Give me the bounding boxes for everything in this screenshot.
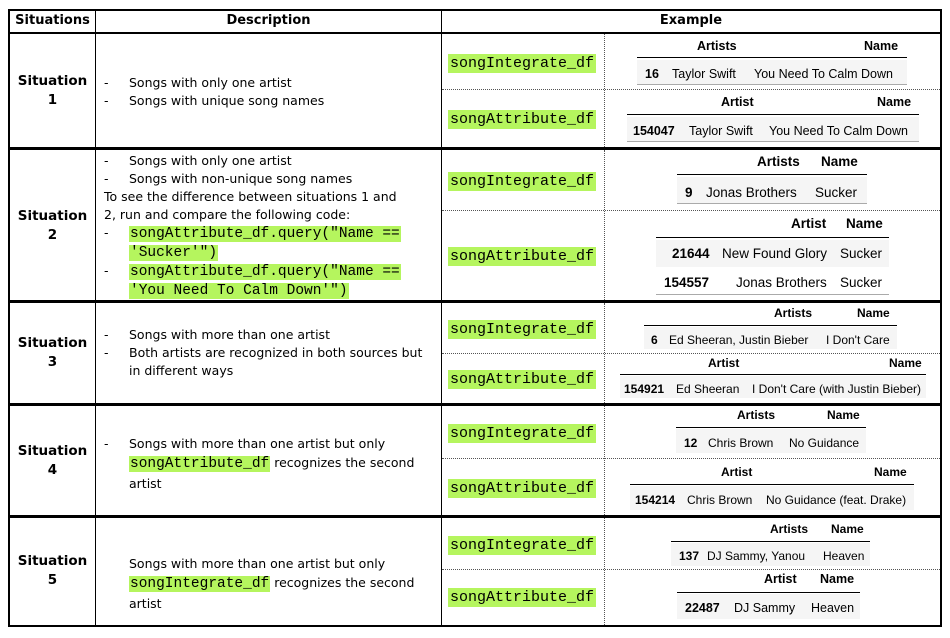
example-dotted-divider: [604, 406, 605, 515]
row-index: 137: [679, 549, 700, 563]
column-header: Name: [821, 154, 858, 169]
cell-name: Heaven: [811, 601, 855, 615]
column-header: Artists: [697, 39, 737, 53]
cell-name: Heaven: [823, 549, 865, 563]
header-description: Description: [226, 13, 311, 28]
row-index: 154047: [633, 124, 675, 138]
column-header: Name: [877, 95, 912, 109]
cell-artist: Chris Brown: [687, 493, 753, 507]
column-header: Name: [874, 465, 907, 479]
table-border-right: [940, 9, 942, 627]
cell-artist: Jonas Brothers: [736, 275, 827, 290]
df-label: songIntegrate_df: [450, 55, 595, 72]
cell-name: You Need To Calm Down: [769, 124, 908, 138]
example-dotted-divider: [442, 210, 940, 211]
bullet-item: - Songs with unique song names: [104, 93, 325, 108]
cell-artist: DJ Sammy, Yanou: [707, 549, 806, 563]
table-rule: [644, 325, 897, 326]
table-rule: [630, 484, 914, 485]
row-index: 21644: [672, 246, 710, 261]
bullet-item: - Both artists are recognized in both sources but: [104, 345, 423, 360]
column-header: Name: [820, 572, 855, 586]
bullet-item: - Songs with only one artist: [104, 75, 292, 90]
table-rule: [656, 294, 889, 295]
df-label: songIntegrate_df: [450, 321, 595, 338]
bullet-item: - Songs with non-unique song names: [104, 171, 353, 186]
column-header: Name: [864, 39, 899, 53]
column-header: Artist: [721, 465, 753, 479]
situation-2-description: - Songs with only one artist - Songs with non-unique song names To see the difference between situations 1 and 2, run and compare the following code: - songAttribute_df.query("Name == 'Sucker'") - songAttribute_df.query("Name == 'You Need To Calm Down'"): [104, 152, 439, 300]
cell-name: No Guidance (feat. Drake): [766, 493, 907, 507]
row-index: 9: [685, 185, 693, 200]
situation-1-description: [104, 74, 434, 110]
cell-name: You Need To Calm Down: [754, 67, 893, 81]
situation-1-label: Situation 1: [17, 73, 88, 108]
bullet-item: - Songs with only one artist: [104, 153, 292, 168]
situation-3-label: Situation 3: [17, 335, 88, 370]
situation-3-description: - Songs with more than one artist - Both artists are recognized in both sources but in different ways: [104, 326, 439, 380]
row-index: 154921: [624, 382, 665, 396]
table-rule: [627, 141, 919, 142]
example-dotted-divider: [604, 518, 605, 625]
example-dotted-divider: [442, 353, 940, 354]
bullet-item: - Songs with more than one artist but only: [104, 436, 386, 451]
cell-name: Sucker: [840, 246, 883, 261]
df-label: songIntegrate_df: [450, 537, 595, 554]
table-rule: [637, 57, 907, 58]
df-label: songIntegrate_df: [450, 425, 595, 442]
df-label: songAttribute_df: [450, 248, 595, 265]
code-snippet: - songAttribute_df.query("Name == 'Sucker'"): [104, 225, 400, 261]
table-rule: [677, 592, 860, 593]
df-label: songIntegrate_df: [450, 173, 595, 190]
header-situations: Situations: [15, 13, 90, 28]
df-label: songAttribute_df: [450, 589, 595, 606]
example-dotted-divider: [442, 458, 940, 459]
cell-artist: New Found Glory: [722, 246, 828, 261]
column-header: Artist: [721, 95, 754, 109]
row-divider: [8, 300, 942, 303]
situation-5-description: Songs with more than one artist but only songIntegrate_df recognizes the second artist: [129, 556, 415, 611]
table-rule: [677, 174, 867, 175]
table-rule: [656, 237, 889, 238]
situation-2-label: Situation 2: [17, 208, 88, 243]
table-rule: [676, 427, 866, 428]
row-index: 6: [651, 333, 658, 347]
row-index: 16: [645, 67, 659, 81]
row-divider: [8, 147, 942, 150]
column-header: Artist: [764, 572, 797, 586]
situation-4-label: Situation 4: [17, 443, 88, 478]
cell-name: Sucker: [840, 275, 883, 290]
df-label: songAttribute_df: [450, 480, 595, 497]
table-border-top: [8, 9, 942, 11]
table-rule: [627, 114, 919, 115]
bullet-item: - Songs with more than one artist: [104, 327, 330, 342]
column-header: Artists: [737, 408, 776, 422]
example-dotted-divider: [604, 150, 605, 300]
column-header: Artists: [774, 306, 813, 320]
cell-artist: Taylor Swift: [672, 67, 736, 81]
row-index: 22487: [685, 601, 720, 615]
header-example: Example: [659, 13, 723, 28]
table-rule: [620, 374, 926, 375]
cell-name: I Don't Care: [826, 333, 890, 347]
table-rule: [677, 203, 867, 204]
column-header: Artists: [770, 522, 809, 536]
code-snippet: - songAttribute_df.query("Name == 'You Need To Calm Down'"): [104, 263, 400, 299]
column-header: Artist: [708, 356, 740, 370]
column-header: Name: [827, 408, 860, 422]
column-header: Name: [889, 356, 922, 370]
example-dotted-divider: [442, 89, 940, 90]
column-divider: [95, 9, 96, 627]
column-header: Artists: [757, 154, 800, 169]
row-index: 154557: [664, 275, 710, 290]
column-header: Name: [831, 522, 864, 536]
column-header: Name: [846, 216, 883, 231]
row-divider: [8, 403, 942, 406]
df-label: songAttribute_df: [450, 111, 595, 128]
header-divider: [8, 32, 942, 34]
cell-artist: DJ Sammy: [734, 601, 796, 615]
cell-name: No Guidance: [789, 436, 860, 450]
column-header: Artist: [791, 216, 827, 231]
table-rule: [637, 84, 907, 85]
row-index: 12: [684, 436, 698, 450]
cell-artist: Taylor Swift: [689, 124, 753, 138]
cell-artist: Chris Brown: [708, 436, 774, 450]
cell-name: Sucker: [815, 185, 858, 200]
cell-artist: Jonas Brothers: [706, 185, 797, 200]
example-dotted-divider: [604, 34, 605, 147]
cell-artist: Ed Sheeran, Justin Bieber: [669, 333, 809, 347]
row-divider: [8, 515, 942, 518]
situation-4-description: - Songs with more than one artist but only songAttribute_df recognizes the second artist: [104, 434, 439, 493]
cell-name: I Don't Care (with Justin Bieber): [752, 382, 922, 396]
df-label: songAttribute_df: [450, 371, 595, 388]
cell-artist: Ed Sheeran: [676, 382, 740, 396]
table-rule: [671, 541, 870, 542]
row-index: 154214: [635, 493, 676, 507]
column-divider: [441, 9, 442, 627]
table-border-bottom: [8, 625, 942, 627]
situation-5-label: Situation 5: [17, 553, 88, 588]
column-header: Name: [857, 306, 890, 320]
example-dotted-divider: [442, 569, 940, 570]
